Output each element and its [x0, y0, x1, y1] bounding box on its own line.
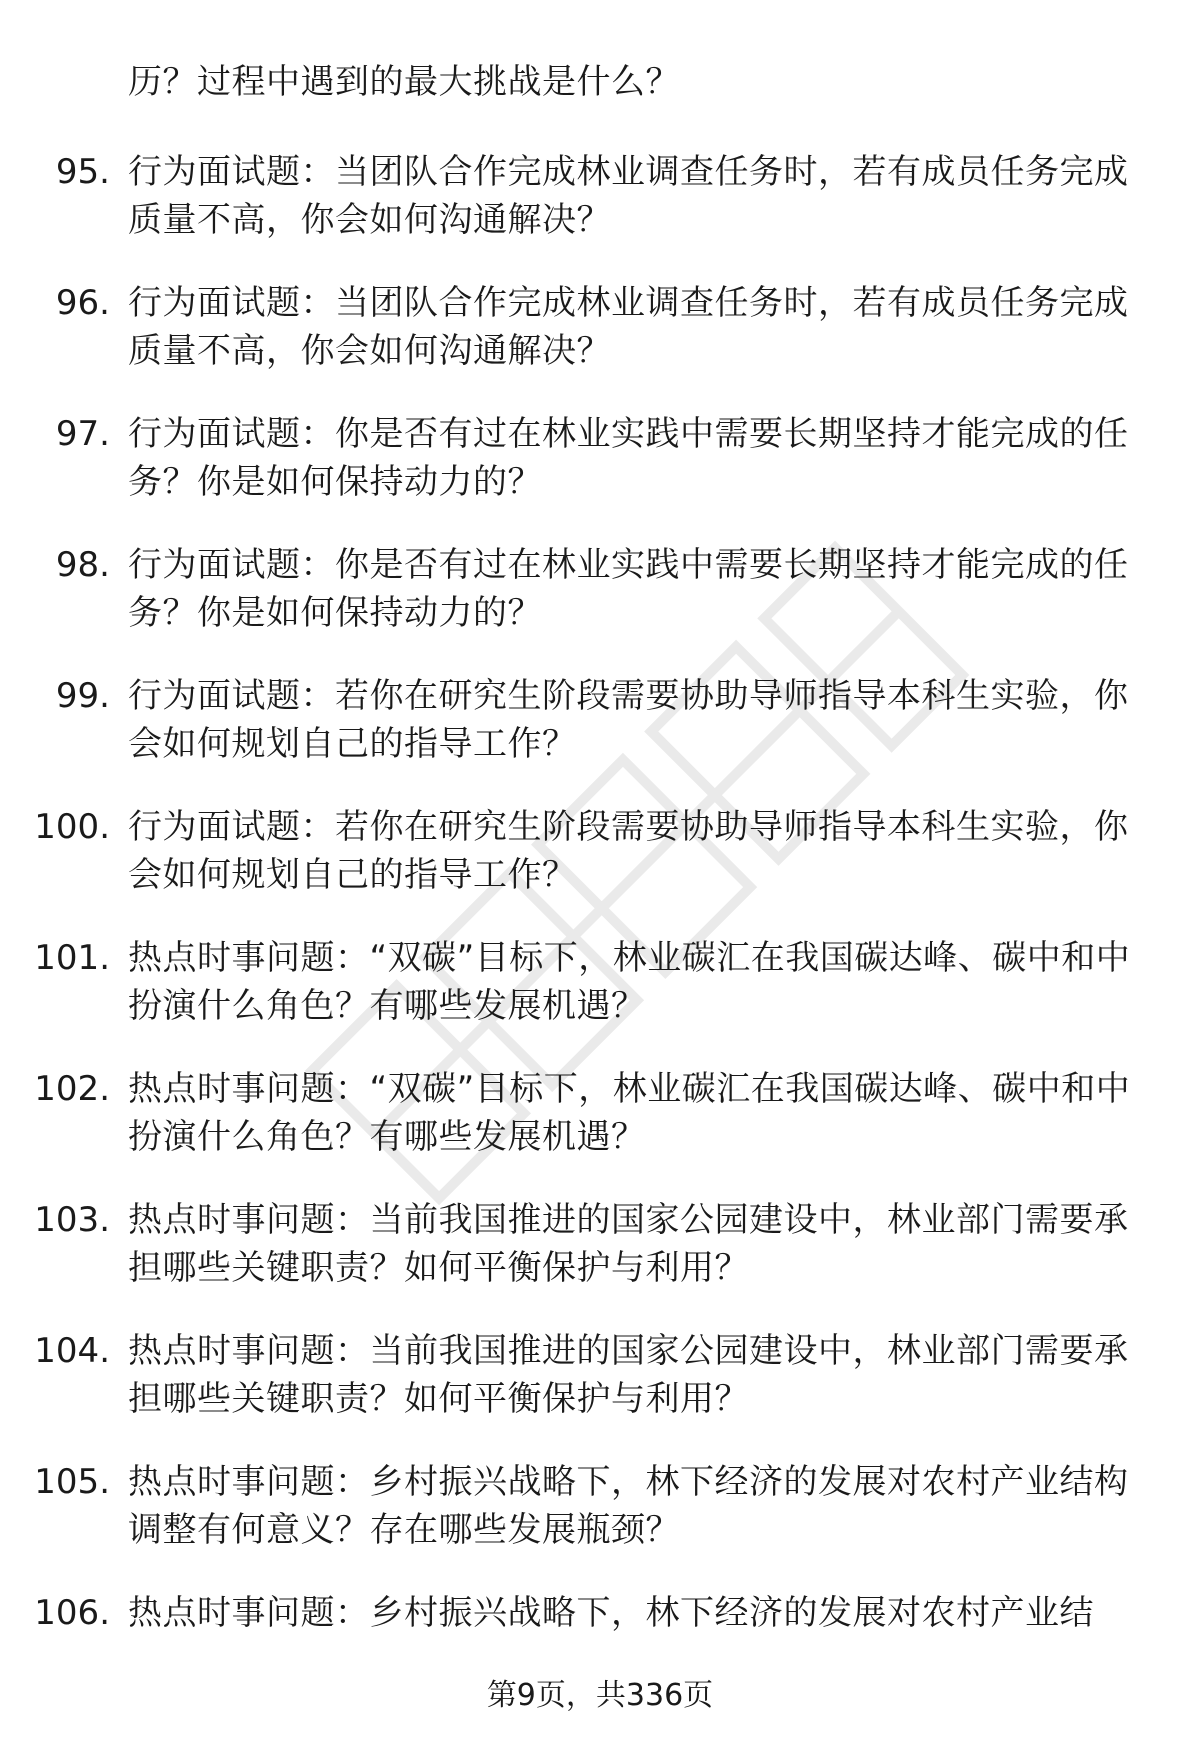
question-number: 104.: [34, 1331, 110, 1371]
continuation-text: 历？过程中遇到的最大挑战是什么？: [128, 62, 680, 102]
question-number: 99.: [55, 676, 110, 716]
page-footer: 第9页，共336页: [486, 1678, 714, 1713]
list-item: [0, 541, 1200, 672]
question-text: 行为面试题：若你在研究生阶段需要协助导师指导本科生实验，你会如何规划自己的指导工作？: [128, 807, 1129, 895]
question-text: 行为面试题：你是否有过在林业实践中需要长期坚持才能完成的任务？你是如何保持动力的？: [128, 414, 1129, 502]
question-text: 行为面试题：当团队合作完成林业调查任务时，若有成员任务完成质量不高，你会如何沟通解决？: [128, 152, 1129, 240]
list-item: [0, 1458, 1200, 1589]
list-item: [0, 1196, 1200, 1327]
list-item: [0, 934, 1200, 1065]
question-number: 97.: [55, 414, 110, 454]
question-text: 行为面试题：当团队合作完成林业调查任务时，若有成员任务完成质量不高，你会如何沟通解决？: [128, 283, 1129, 371]
question-number: 106.: [34, 1593, 110, 1633]
question-number: 95.: [55, 152, 110, 192]
list-item: [0, 1327, 1200, 1458]
question-number: 100.: [34, 807, 110, 847]
list-item: [0, 1065, 1200, 1196]
question-number: 102.: [34, 1069, 110, 1109]
question-text: 热点时事问题：当前我国推进的国家公园建设中，林业部门需要承担哪些关键职责？如何平衡保护与利用？: [128, 1331, 1129, 1419]
question-text: 热点时事问题：“双碳”目标下，林业碳汇在我国碳达峰、碳中和中扮演什么角色？有哪些发展机遇？: [128, 1069, 1131, 1157]
question-text: 热点时事问题：“双碳”目标下，林业碳汇在我国碳达峰、碳中和中扮演什么角色？有哪些发展机遇？: [128, 938, 1131, 1026]
question-number: 98.: [55, 545, 110, 585]
question-number: 101.: [34, 938, 110, 978]
question-text: 热点时事问题：当前我国推进的国家公园建设中，林业部门需要承担哪些关键职责？如何平衡保护与利用？: [128, 1200, 1129, 1288]
list-item: [0, 148, 1200, 279]
question-number: 96.: [55, 283, 110, 323]
list-item: [0, 279, 1200, 410]
question-number: 103.: [34, 1200, 110, 1240]
list-item: [0, 803, 1200, 934]
list-item: [0, 672, 1200, 803]
question-text: 行为面试题：你是否有过在林业实践中需要长期坚持才能完成的任务？你是如何保持动力的？: [128, 545, 1129, 633]
question-text: 热点时事问题：乡村振兴战略下，林下经济的发展对农村产业结构调整有何意义？存在哪些发展瓶颈？: [128, 1462, 1129, 1550]
question-text: 行为面试题：若你在研究生阶段需要协助导师指导本科生实验，你会如何规划自己的指导工作？: [128, 676, 1129, 764]
question-text: 热点时事问题：乡村振兴战略下，林下经济的发展对农村产业结: [128, 1593, 1094, 1633]
list-item: [0, 410, 1200, 541]
question-number: 105.: [34, 1462, 110, 1502]
question-list: [0, 148, 1200, 1720]
